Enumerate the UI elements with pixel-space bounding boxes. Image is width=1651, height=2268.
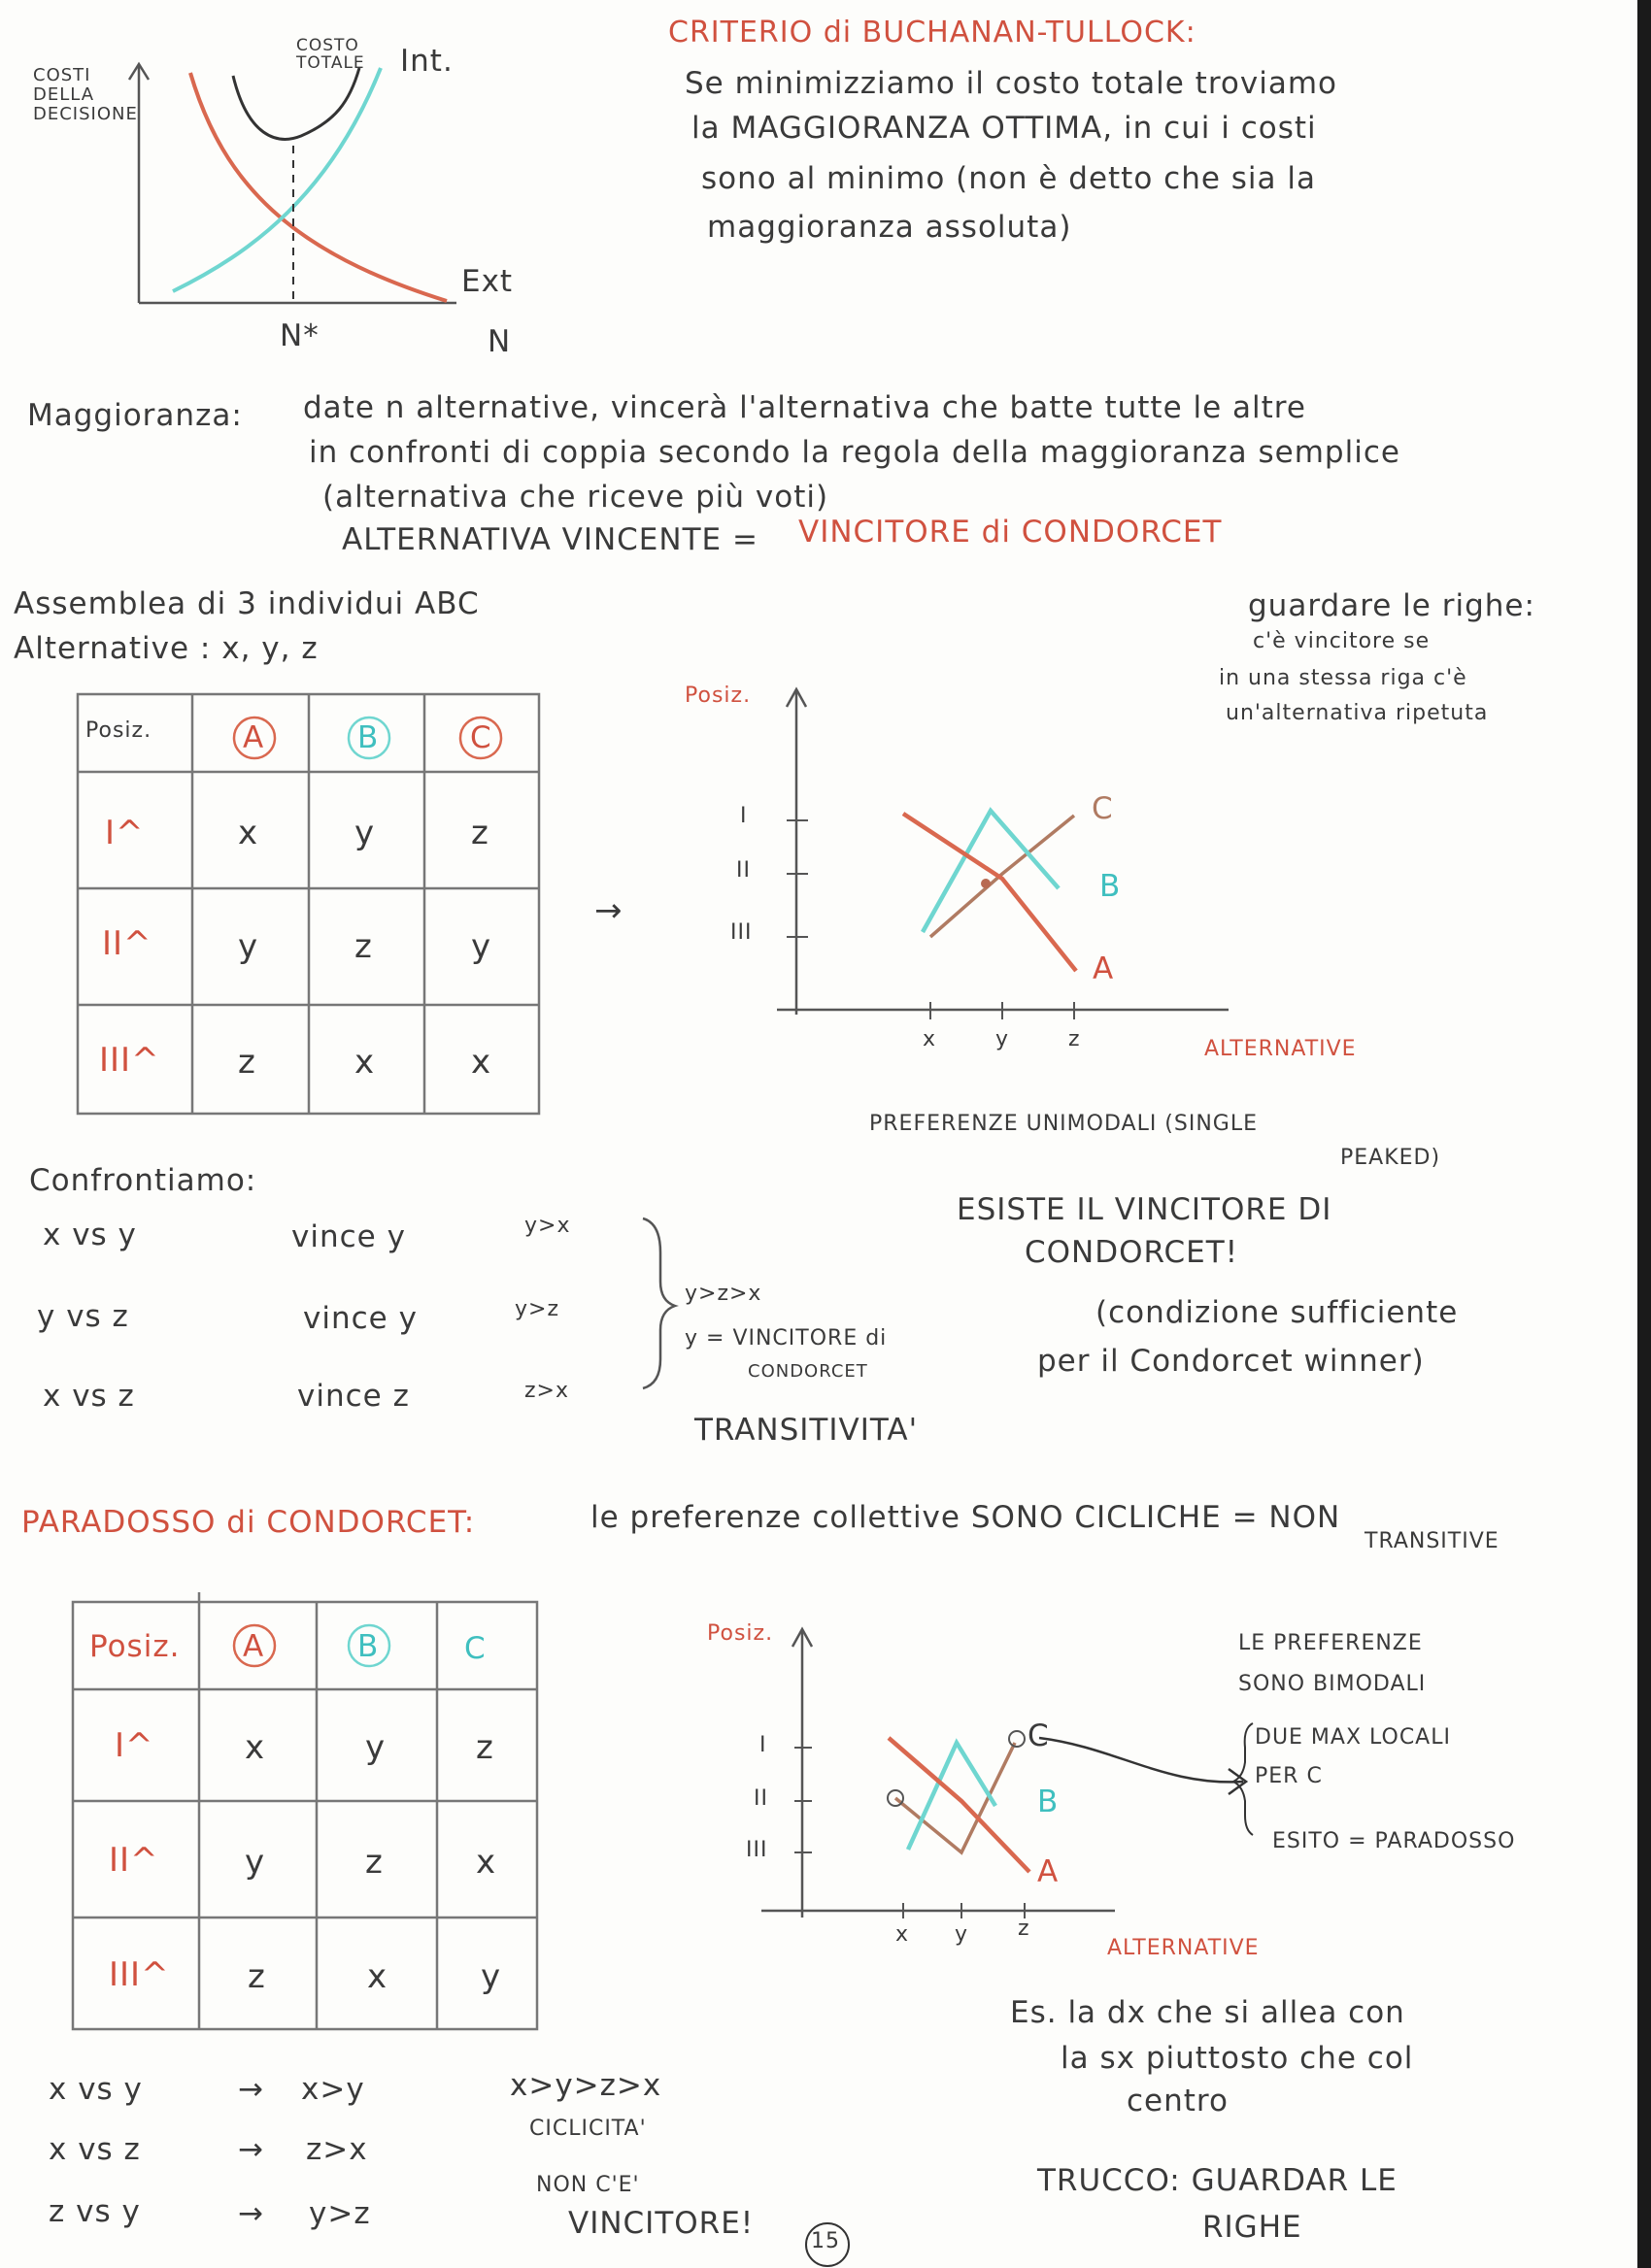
plot1-y-tick-1: I xyxy=(740,804,748,828)
table2-header-b: B xyxy=(357,1629,380,1664)
plot2-y-tick-3: III xyxy=(746,1838,768,1862)
plot2-series-b xyxy=(908,1743,995,1850)
condorcet-winner-highlight: VINCITORE di CONDORCET xyxy=(798,515,1223,550)
table2-row1-pos: I^ xyxy=(115,1726,154,1765)
tip1-line-2: c'è vincitore se xyxy=(1253,629,1431,653)
comp1-row2-pair: y vs z xyxy=(37,1299,129,1334)
trick-line-2: RIGHE xyxy=(1202,2210,1302,2245)
comp1-row2-rel: y>z xyxy=(515,1297,560,1321)
comp1-row3-pair: x vs z xyxy=(43,1379,135,1414)
maggioranza-label: Maggioranza: xyxy=(27,398,243,433)
buchanan-line-1: Se minimizziamo il costo totale troviamo xyxy=(685,66,1337,101)
total-cost-curve xyxy=(233,68,359,139)
table1-row1-c: z xyxy=(471,814,489,852)
comp2-row3-rel: y>z xyxy=(309,2196,371,2231)
table2-header-a: A xyxy=(243,1629,265,1664)
plot1-label-c: C xyxy=(1092,791,1114,826)
table2-row2-c: x xyxy=(476,1843,497,1882)
assembly-line: Assemblea di 3 individui ABC xyxy=(14,586,480,621)
unimodal-line-2: PEAKED) xyxy=(1340,1146,1441,1170)
plot1-x-tick-x: x xyxy=(923,1027,937,1051)
table1-header-b: B xyxy=(357,720,380,755)
plot1-x-tick-z: z xyxy=(1068,1027,1081,1051)
plot2-y-tick-1: I xyxy=(759,1733,767,1757)
table2-row2-b: z xyxy=(365,1843,384,1882)
comparisons-title: Confrontiamo: xyxy=(29,1163,257,1198)
table2-header-c: C xyxy=(464,1631,487,1666)
int-label: Int. xyxy=(400,44,454,79)
comp2-row3-pair: z vs y xyxy=(49,2194,141,2229)
bimodal-result: ESITO = PARADOSSO xyxy=(1272,1829,1516,1853)
winning-alternative-label: ALTERNATIVA VINCENTE = xyxy=(342,522,758,557)
bimodal-line-1: LE PREFERENZE xyxy=(1238,1631,1423,1655)
exists-note-2: per il Condorcet winner) xyxy=(1037,1344,1425,1379)
table1-header-a: A xyxy=(243,720,265,755)
example-line-2: la sx piuttosto che col xyxy=(1061,2041,1414,2076)
plot1-label-b: B xyxy=(1099,869,1122,904)
table1-row3-pos: III^ xyxy=(99,1041,160,1080)
table2-row2-pos: II^ xyxy=(109,1841,159,1880)
table1-row2-c: y xyxy=(471,927,492,966)
bimodal-line-4: PER C xyxy=(1255,1764,1323,1788)
bimodal-line-2: SONO BIMODALI xyxy=(1238,1672,1427,1696)
cycle-label: CICLICITA' xyxy=(529,2117,647,2141)
comp2-row3-arrow: → xyxy=(238,2196,264,2231)
comp1-row3-rel: z>x xyxy=(524,1379,570,1403)
table1-header-posiz: Posiz. xyxy=(85,718,152,743)
table2-row3-a: z xyxy=(248,1957,266,1996)
bimodal-arrow xyxy=(1039,1738,1243,1782)
comp1-condorcet: CONDORCET xyxy=(748,1361,868,1382)
plot2-x-tick-z: z xyxy=(1018,1917,1030,1941)
table1-row3-a: z xyxy=(238,1043,256,1082)
table1-row1-b: y xyxy=(354,814,376,852)
paradox-text-1: le preferenze collettive SONO CICLICHE = NON xyxy=(590,1500,1341,1535)
internal-cost-curve xyxy=(173,68,381,291)
plot2-axes xyxy=(761,1629,1115,1918)
total-cost-label: COSTO TOTALE xyxy=(296,36,365,73)
table1-row2-a: y xyxy=(238,927,259,966)
table1-row2-pos: II^ xyxy=(102,924,152,963)
alternatives-line: Alternative : x, y, z xyxy=(14,631,319,666)
table1-row3-c: x xyxy=(471,1043,492,1082)
arrow-right-icon: → xyxy=(594,891,623,930)
table2-row2-a: y xyxy=(245,1843,266,1882)
comp2-row1-pair: x vs y xyxy=(49,2072,143,2107)
comp2-row1-rel: x>y xyxy=(301,2072,365,2107)
example-line-3: centro xyxy=(1127,2084,1229,2118)
plot1-axes xyxy=(777,689,1229,1019)
no-winner-line-2: VINCITORE! xyxy=(568,2206,755,2241)
exists-note-1: (condizione sufficiente xyxy=(1095,1295,1459,1330)
trick-line-1: TRUCCO: GUARDAR LE xyxy=(1037,2163,1398,2198)
plot2-label-c: C xyxy=(1028,1718,1050,1753)
plot2-label-a: A xyxy=(1037,1854,1060,1889)
paradox-text-2: TRANSITIVE xyxy=(1365,1529,1499,1553)
plot2-y-axis-label: Posiz. xyxy=(707,1621,774,1646)
maggioranza-line-3: (alternativa che riceve più voti) xyxy=(322,480,829,515)
maggioranza-line-1: date n alternative, vincerà l'alternativa che batte tutte le altre xyxy=(303,390,1306,425)
tip1-line-4: un'alternativa ripetuta xyxy=(1226,701,1489,725)
plot2-x-tick-y: y xyxy=(955,1922,969,1947)
comp2-row2-rel: z>x xyxy=(306,2132,368,2167)
table2-row3-b: x xyxy=(367,1957,388,1996)
transitivity-label: TRANSITIVITA' xyxy=(694,1413,919,1448)
example-line-1: Es. la dx che si allea con xyxy=(1010,1995,1405,2030)
plot1-x-axis-label: ALTERNATIVE xyxy=(1204,1037,1357,1061)
n-star-label: N* xyxy=(280,318,320,353)
buchanan-line-3: sono al minimo (non è detto che sia la xyxy=(701,161,1316,196)
table2-row1-b: y xyxy=(365,1728,387,1767)
unimodal-line-1: PREFERENZE UNIMODALI (SINGLE xyxy=(869,1112,1259,1136)
paradox-title: PARADOSSO di CONDORCET: xyxy=(21,1505,476,1540)
plot2-x-axis-label: ALTERNATIVE xyxy=(1107,1936,1260,1960)
ext-label: Ext xyxy=(461,264,514,299)
table1-row1-pos: I^ xyxy=(105,814,145,852)
comp1-row2-result: vince y xyxy=(303,1301,418,1336)
table1-header-c: C xyxy=(470,720,492,755)
comp1-row1-pair: x vs y xyxy=(43,1217,137,1252)
comp2-row2-pair: x vs z xyxy=(49,2132,141,2167)
maggioranza-line-2: in confronti di coppia secondo la regola della maggioranza semplice xyxy=(309,435,1400,470)
comp1-row1-result: vince y xyxy=(291,1219,406,1254)
plot2-y-tick-2: II xyxy=(754,1786,768,1811)
comp1-row3-result: vince z xyxy=(297,1379,410,1414)
table1-row2-b: z xyxy=(354,927,373,966)
plot1-y-tick-2: II xyxy=(736,858,751,883)
comp2-row2-arrow: → xyxy=(238,2132,264,2167)
comp2-row1-arrow: → xyxy=(238,2072,264,2107)
page-number: 15 xyxy=(811,2229,840,2253)
comp1-winner: y = VINCITORE di xyxy=(685,1326,888,1351)
buchanan-title: CRITERIO di BUCHANAN-TULLOCK: xyxy=(668,16,1196,50)
cycle-order: x>y>z>x xyxy=(510,2068,662,2103)
comp1-order: y>z>x xyxy=(685,1282,762,1306)
exists-line-2: CONDORCET! xyxy=(1025,1235,1239,1270)
table2-row3-c: y xyxy=(481,1957,502,1996)
table2-row1-c: z xyxy=(476,1728,494,1767)
plot1-x-tick-y: y xyxy=(995,1027,1010,1051)
plot2-x-tick-x: x xyxy=(895,1922,910,1947)
cost-graph-y-label: COSTI DELLA DECISIONE xyxy=(33,65,138,124)
n-axis-label: N xyxy=(488,324,512,359)
tip1-line-1: guardare le righe: xyxy=(1248,588,1535,623)
plot1-series-a xyxy=(903,814,1076,971)
tip1-line-3: in una stessa riga c'è xyxy=(1219,666,1467,690)
external-cost-curve xyxy=(190,73,447,301)
buchanan-line-4: maggioranza assoluta) xyxy=(707,210,1072,245)
cost-graph xyxy=(129,64,456,303)
table2-row3-pos: III^ xyxy=(109,1955,170,1994)
no-winner-line-1: NON C'E' xyxy=(536,2173,640,2197)
plot2-label-b: B xyxy=(1037,1784,1060,1819)
table1-row3-b: x xyxy=(354,1043,376,1082)
comp1-row1-rel: y>x xyxy=(524,1214,571,1238)
plot1-y-tick-3: III xyxy=(730,920,753,945)
exists-line-1: ESISTE IL VINCITORE DI xyxy=(957,1192,1332,1227)
bimodal-line-3: DUE MAX LOCALI xyxy=(1255,1725,1451,1750)
table2-row1-a: x xyxy=(245,1728,266,1767)
table2-header-posiz: Posiz. xyxy=(89,1629,181,1664)
buchanan-line-2: la MAGGIORANZA OTTIMA, in cui i costi xyxy=(691,111,1317,146)
plot1-y-axis-label: Posiz. xyxy=(685,684,752,708)
table1-row1-a: x xyxy=(238,814,259,852)
plot1-label-a: A xyxy=(1093,951,1115,986)
